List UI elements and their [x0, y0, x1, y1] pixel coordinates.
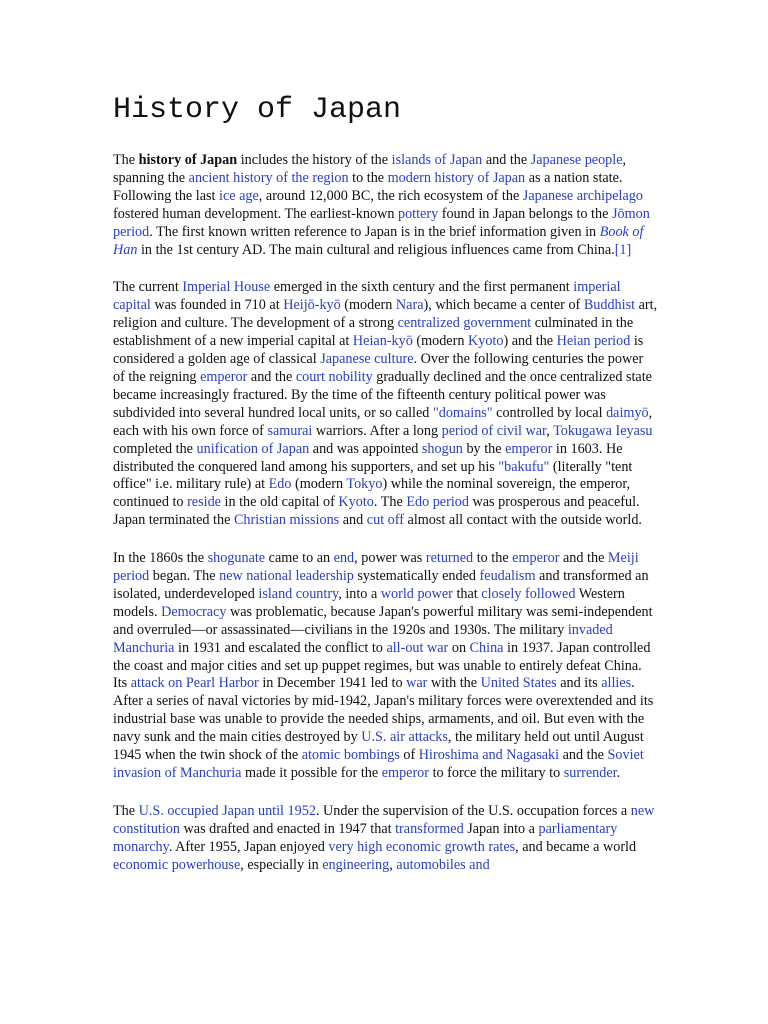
link-feudalism[interactable]: feudalism: [479, 568, 536, 585]
link-ancient-history[interactable]: ancient history of the region: [188, 169, 349, 186]
link-new-constitution[interactable]: new constitution: [113, 802, 655, 837]
link-world-power[interactable]: world power: [380, 585, 453, 602]
paragraph-2: The current Imperial House emerged in the sixth century and the first permanent imperial capital was founded in 710 at Heijō-kyō (modern Nara), which became a center of Buddhist art, religion and culture. The development of a strong centralized government culminated in the establishment of a new imperial capital at Heian-kyō (modern Kyoto) and the Heian period is considered a golden age of classical Japanese culture. Over the following centuries the power of the reigning emperor and the court nobility gradually declined and the once centralized state became increasingly fractured. By the time of the fifteenth century political power was subdivided into several hundred local units, or so called "domains" controlled by local daimyō, each with his own force of samurai warriors. After a long period of civil war, Tokugawa Ieyasu completed the unification of Japan and was appointed shogun by the emperor in 1603. He distributed the conquered land among his supporters, and set up his "bakufu" (literally "tent office" i.e. military rule) at Edo (modern Tokyo) while the nominal sovereign, the emperor, continued to reside in the old capital of Kyoto. The Edo period was prosperous and peaceful. Japan terminated the Christian missions and cut off almost all contact with the outside world.: [113, 279, 658, 529]
link-democracy[interactable]: Democracy: [161, 603, 227, 620]
link-imperial-capital[interactable]: imperial capital: [113, 279, 621, 314]
link-emperor[interactable]: emperor: [200, 368, 248, 385]
link-surrender[interactable]: surrender: [563, 765, 617, 781]
link-war[interactable]: war: [406, 675, 428, 692]
link-atomic-bombings[interactable]: atomic bombings: [301, 747, 400, 764]
paragraph-4: The U.S. occupied Japan until 1952. Under the supervision of the U.S. occupation forces a new constitution was drafted and enacted in 1947 that transformed Japan into a parliamentary monarchy. After 1955, Japan enjoyed very high economic growth rates, and became a world economic powerhouse, especially in engineering, automobiles and: [113, 802, 655, 873]
link-buddhist[interactable]: Buddhist: [583, 297, 636, 314]
link-engineering[interactable]: engineering: [322, 856, 390, 873]
link-islands-of-japan[interactable]: islands of Japan: [391, 152, 483, 168]
link-transformed[interactable]: transformed: [395, 820, 464, 837]
link-returned[interactable]: returned: [425, 550, 474, 567]
link-imperial-house[interactable]: Imperial House: [182, 279, 271, 296]
link-heian-kyo[interactable]: Heian-kyō: [352, 333, 413, 350]
link-reference-1[interactable]: [1]: [614, 241, 632, 258]
link-automobiles[interactable]: automobiles and: [396, 856, 490, 873]
link-period-of-civil-war[interactable]: period of civil war: [441, 422, 547, 439]
link-us-air-attacks[interactable]: U.S. air attacks: [361, 729, 448, 746]
link-edo[interactable]: Edo: [268, 476, 292, 493]
link-soviet-invasion[interactable]: Soviet invasion of Manchuria: [113, 747, 644, 781]
link-closely-followed[interactable]: closely followed: [481, 585, 576, 602]
link-emperor[interactable]: emperor: [512, 550, 560, 567]
link-emperor[interactable]: emperor: [381, 765, 430, 781]
link-japanese-culture[interactable]: Japanese culture: [320, 351, 414, 368]
link-pottery[interactable]: pottery: [397, 205, 439, 222]
link-domains[interactable]: "domains": [432, 404, 493, 421]
link-modern-history[interactable]: modern history of Japan: [387, 169, 526, 186]
link-heijo-kyo[interactable]: Heijō-kyō: [283, 297, 341, 314]
link-invaded-manchuria[interactable]: invaded Manchuria: [113, 621, 613, 656]
link-daimyo[interactable]: daimyō: [606, 404, 649, 421]
paragraph-3: In the 1860s the shogunate came to an end, power was returned to the emperor and the Meiji period began. The new national leadership systematically ended feudalism and transformed an isolated, underdeveloped island country, into a world power that closely followed Western models. Democracy was problematic, because Japan's powerful military was semi-independent and overruled—or assassinated—civilians in the 1920s and 1930s. The military invaded Manchuria in 1931 and escalated the conflict to all-out war on China in 1937. Japan controlled the coast and major cities and set up puppet regimes, but was unable to entirely defeat China. Its attack on Pearl Harbor in December 1941 led to war with the United States and its allies. After a series of naval victories by mid-1942, Japan's military forces were overextended and its industrial base was unable to provide the needed ships, armaments, and oil. But even with the navy sunk and the main cities destroyed by U.S. air attacks, the military held out until August 1945 when the twin shock of the atomic bombings of Hiroshima and Nagasaki and the Soviet invasion of Manchuria made it possible for the emperor to force the military to surrender.: [113, 550, 654, 781]
link-japanese-archipelago[interactable]: Japanese archipelago: [522, 187, 643, 204]
link-economic-powerhouse[interactable]: economic powerhouse: [113, 856, 241, 873]
link-reside[interactable]: reside: [187, 494, 221, 511]
paragraph-1: The history of Japan includes the history of the islands of Japan and the Japanese people, spanning the ancient history of the region to the modern history of Japan as a nation state. Following the last ice age, around 12,000 BC, the rich ecosystem of the Japanese archipelago fostered human development. The earliest-known pottery found in Japan belongs to the Jōmon period. The first known written reference to Japan is in the brief information given in Book of Han in the 1st century AD. The main cultural and religious influences came from China.[1]: [113, 152, 650, 258]
link-shogun[interactable]: shogun: [421, 440, 463, 457]
link-allies[interactable]: allies: [601, 675, 632, 692]
link-samurai[interactable]: samurai: [267, 422, 313, 439]
page-title: History of Japan: [113, 93, 402, 127]
link-japanese-people[interactable]: Japanese people: [530, 152, 623, 168]
link-christian-missions[interactable]: Christian missions: [233, 512, 340, 529]
link-shogunate[interactable]: shogunate: [207, 550, 266, 567]
link-new-national-leadership[interactable]: new national leadership: [219, 568, 354, 585]
link-ice-age[interactable]: ice age: [219, 187, 259, 204]
link-hiroshima-nagasaki[interactable]: Hiroshima and Nagasaki: [418, 747, 560, 764]
link-parliamentary-monarchy[interactable]: parliamentary monarchy: [113, 820, 618, 855]
link-jomon-period[interactable]: Jōmon period: [113, 205, 650, 240]
link-kyoto[interactable]: Kyoto: [467, 333, 504, 350]
link-bakufu[interactable]: "bakufu": [498, 458, 550, 475]
link-tokyo[interactable]: Tokyo: [346, 476, 383, 493]
link-economic-growth[interactable]: very high economic growth rates: [328, 838, 516, 855]
link-centralized-government[interactable]: centralized government: [397, 315, 532, 332]
link-court-nobility[interactable]: court nobility: [295, 368, 373, 385]
link-united-states[interactable]: United States: [480, 675, 557, 692]
link-book-of-han[interactable]: Book of Han: [113, 223, 644, 258]
link-heian-period[interactable]: Heian period: [556, 333, 631, 350]
link-meiji-period[interactable]: Meiji period: [113, 550, 639, 585]
link-edo-period[interactable]: Edo period: [406, 494, 469, 511]
bold-term: history of Japan: [138, 152, 238, 168]
link-attack-on-pearl-harbor[interactable]: attack on Pearl Harbor: [130, 675, 259, 692]
link-emperor[interactable]: emperor: [505, 440, 553, 457]
link-china[interactable]: China: [469, 639, 504, 656]
link-all-out-war[interactable]: all-out war: [386, 639, 449, 656]
link-nara[interactable]: Nara: [395, 297, 424, 314]
link-end[interactable]: end: [333, 550, 355, 567]
link-unification-of-japan[interactable]: unification of Japan: [196, 440, 310, 457]
link-kyoto[interactable]: Kyoto: [338, 494, 374, 511]
link-us-occupied[interactable]: U.S. occupied Japan until 1952: [138, 802, 316, 819]
link-cut-off[interactable]: cut off: [366, 512, 404, 529]
link-island-country[interactable]: island country: [258, 585, 339, 602]
link-tokugawa-ieyasu[interactable]: Tokugawa Ieyasu: [553, 422, 653, 439]
